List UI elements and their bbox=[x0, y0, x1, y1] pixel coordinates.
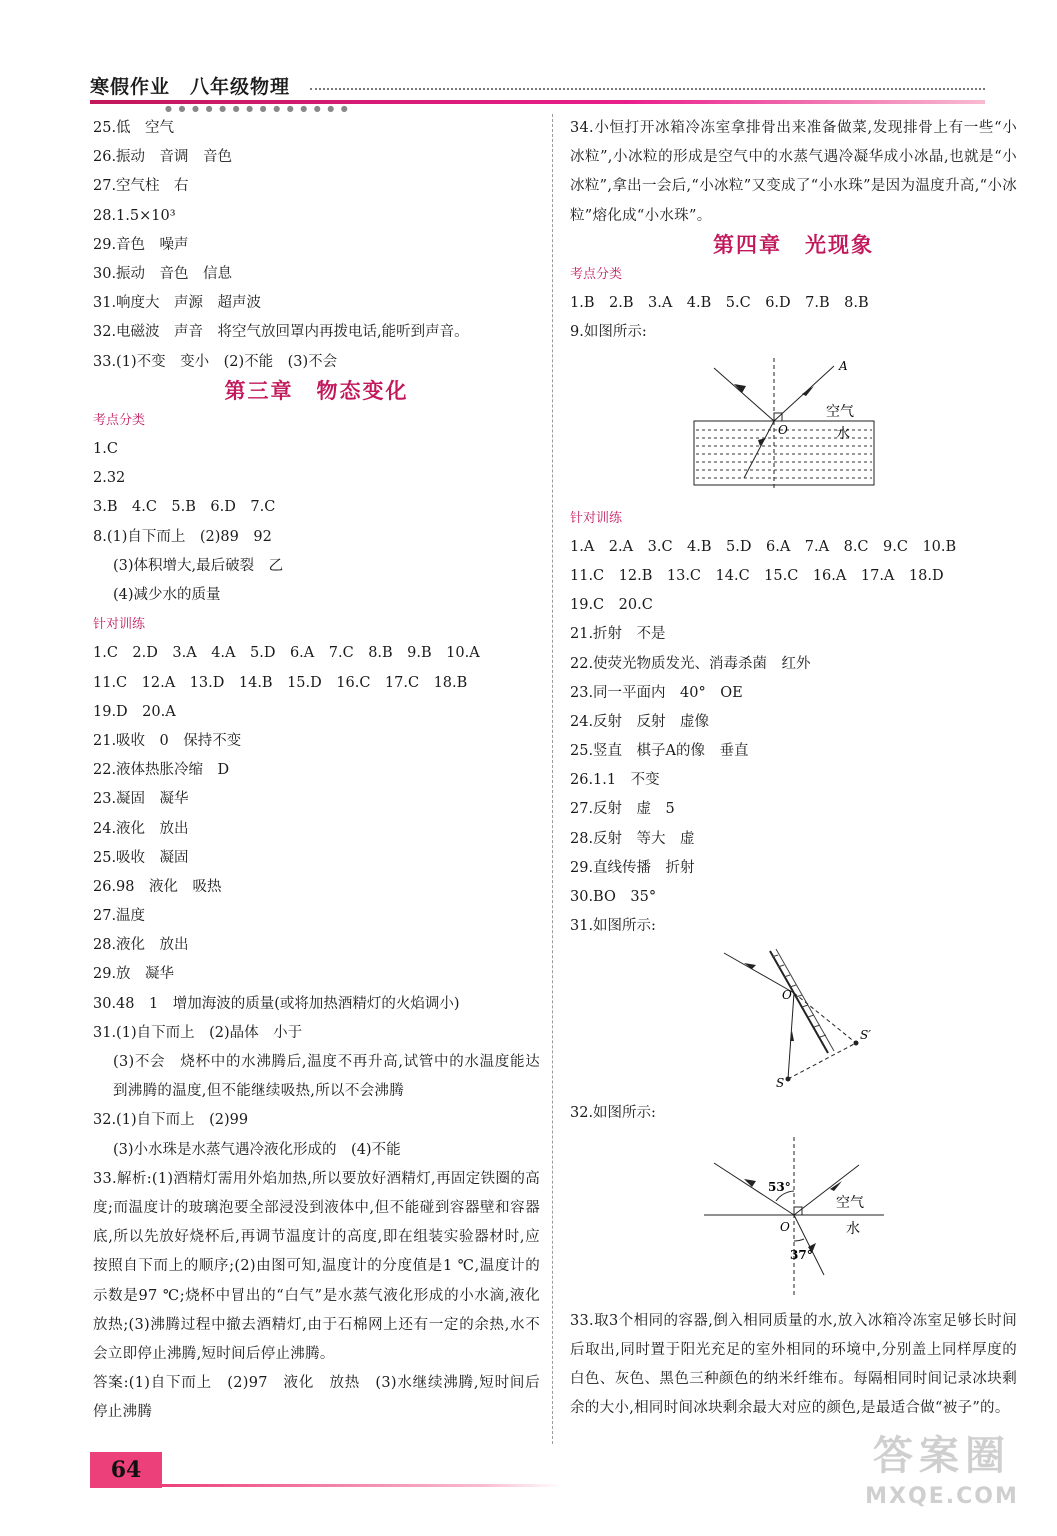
label-37: 37° bbox=[789, 1247, 813, 1262]
ray-arrow bbox=[734, 384, 746, 393]
answer-line: 24.液化 放出 bbox=[93, 820, 189, 837]
answer-line: 29.音色 噪声 bbox=[93, 236, 189, 253]
answer-line: 27.反射 虚 5 bbox=[570, 801, 675, 818]
watermark-logo bbox=[842, 1430, 1042, 1526]
answer-line: 30.BO 35° bbox=[570, 889, 657, 905]
figure-32-refraction bbox=[694, 1135, 894, 1305]
answer-line: 31.响度大 声源 超声波 bbox=[93, 295, 262, 312]
answer-line: 25.竖直 棋子A的像 垂直 bbox=[570, 743, 749, 760]
section-heading-kaodian: 考点分类 bbox=[570, 267, 623, 282]
label-water: 水 bbox=[845, 1220, 860, 1237]
answer-line: 28.1.5×10³ bbox=[93, 207, 176, 224]
answer-line: 25.吸收 凝固 bbox=[93, 849, 189, 866]
section-heading-kaodian: 考点分类 bbox=[93, 412, 146, 428]
page-number: 64 bbox=[90, 1452, 162, 1488]
chapter-4-title: 第四章 光现象 bbox=[713, 232, 874, 257]
refracted-ray bbox=[794, 1215, 824, 1275]
label-water: 水 bbox=[835, 425, 850, 442]
label-o: O bbox=[777, 422, 788, 437]
answer-line: 8.(1)自下而上 (2)89 92 bbox=[93, 528, 272, 545]
right-column bbox=[570, 114, 1017, 1423]
angle-arc bbox=[794, 1239, 804, 1241]
answer-paragraph: 答案:(1)自下而上 (2)97 液化 放热 (3)水继续沸腾,短时间后停止沸腾 bbox=[93, 1375, 540, 1421]
header-dotted-rule bbox=[310, 88, 985, 90]
answer-line: (4)减少水的质量 bbox=[113, 587, 221, 603]
answer-line: (3)体积增大,最后破裂 乙 bbox=[113, 557, 284, 574]
answer-line: 30.48 1 增加海波的质量(或将加热酒精灯的火焰调小) bbox=[93, 995, 460, 1012]
answer-line: 19.C 20.C bbox=[570, 597, 653, 614]
answer-line: (3)小水珠是水蒸气遇冷液化形成的 (4)不能 bbox=[113, 1141, 401, 1158]
header-title: 寒假作业 八年级物理 bbox=[90, 76, 291, 98]
answer-paragraph: 34.小恒打开冰箱冷冻室拿排骨出来准备做菜,发现排骨上有一些“小冰粒”,小冰粒的形成是空气中的水蒸气遇冷凝华成小冰晶,也就是“小冰粒”,拿出一会后,“小冰粒”又变成了“小水珠”是因为温度升高,“小冰粒”熔化成“小水珠”。 bbox=[570, 120, 1017, 224]
answer-line: 32.如图所示: bbox=[570, 1105, 656, 1122]
label-o: O bbox=[782, 988, 792, 1003]
answer-line: 33.(1)不变 变小 (2)不能 (3)不会 bbox=[93, 353, 338, 370]
answer-line: 11.C 12.A 13.D 14.B 15.D 16.C 17.C 18.B bbox=[93, 674, 468, 691]
answer-line: 1.A 2.A 3.C 4.B 5.D 6.A 7.A 8.C 9.C 10.B bbox=[570, 538, 957, 555]
label-air: 空气 bbox=[825, 403, 854, 420]
figure-9-refraction bbox=[674, 358, 914, 498]
section-heading-zhendui: 针对训练 bbox=[93, 617, 146, 633]
label-53: 53° bbox=[767, 1179, 791, 1194]
answer-line: 29.放 凝华 bbox=[93, 966, 175, 983]
answer-line: 19.D 20.A bbox=[93, 703, 176, 720]
section-heading-zhendui: 针对训练 bbox=[570, 510, 623, 526]
point-s bbox=[786, 1077, 791, 1082]
ray-arrow bbox=[802, 386, 814, 396]
answer-line: 32.电磁波 声音 将空气放回罩内再拨电话,能听到声音。 bbox=[93, 324, 469, 341]
answer-line: 22.使荧光物质发光、消毒杀菌 红外 bbox=[570, 655, 811, 672]
answer-paragraph: (3)不会 烧杯中的水沸腾后,温度不再升高,试管中的水温度能达到沸腾的温度,但不能继续吸热,所以不会沸腾 bbox=[113, 1054, 540, 1100]
footer-bar bbox=[162, 1484, 562, 1487]
chapter-3-title: 第三章 物态变化 bbox=[224, 378, 409, 403]
answer-line: 29.直线传播 折射 bbox=[570, 859, 695, 876]
answer-line: 26.振动 音调 音色 bbox=[93, 149, 233, 166]
figure-31-mirror bbox=[720, 945, 920, 1095]
answer-line: 1.B 2.B 3.A 4.B 5.C 6.D 7.B 8.B bbox=[570, 295, 869, 312]
point-s-prime bbox=[854, 1041, 859, 1046]
answer-line: 24.反射 反射 虚像 bbox=[570, 713, 710, 730]
answer-line: 3.B 4.C 5.B 6.D 7.C bbox=[93, 499, 276, 516]
answer-line: 1.C 2.D 3.A 4.A 5.D 6.A 7.C 8.B 9.B 10.A bbox=[93, 645, 480, 662]
answer-line: 26.98 液化 吸热 bbox=[93, 878, 222, 895]
answer-line: 28.反射 等大 虚 bbox=[570, 830, 695, 847]
answer-paragraph: 33.取3个相同的容器,倒入相同质量的水,放入冰箱冷冻室足够长时间后取出,同时置于阳光充足的室外相同的环境中,分别盖上同样厚度的白色、灰色、黑色三种颜色的纳米纤维布。每隔相同时间记录冰块剩余的大小,相同时间冰块剩余最大对应的颜色,是最适合做“被子”的。 bbox=[570, 1312, 1017, 1417]
watermark-url: MXQE.COM bbox=[865, 1484, 1019, 1509]
watermark-text: 答案圈 bbox=[873, 1433, 1011, 1479]
answer-line: 30.振动 音色 信息 bbox=[93, 265, 233, 282]
image-line bbox=[788, 1043, 856, 1079]
answer-line: 26.1.1 不变 bbox=[570, 772, 660, 789]
answer-line: 23.凝固 凝华 bbox=[93, 791, 189, 808]
answer-line: 25.低 空气 bbox=[93, 120, 175, 136]
answer-line: 1.C bbox=[93, 441, 118, 458]
label-s: S bbox=[776, 1076, 785, 1091]
answer-line: 2.32 bbox=[93, 470, 126, 487]
label-s-prime: S′ bbox=[860, 1028, 871, 1043]
answer-line: 23.同一平面内 40° OE bbox=[570, 684, 743, 701]
analysis-paragraph: 33.解析:(1)酒精灯需用外焰加热,所以要放好酒精灯,再固定铁圈的高度;而温度计的玻璃泡要全部浸没到液体中,但不能碰到容器壁和容器底,所以先放好烧杯后,再调节温度计的高度,即在组装实验器材时,应按照自下而上的顺序;(2)由图可知,温度计的分度值是1 ℃,温度计的示数是97 ℃;烧杯中冒出的“白气”是水蒸气液化形成的小水滴,液化放热;(3)沸腾过程中撤去酒精灯,由于石棉网上还有一定的余热,水不会立即停止沸腾,短时间后停止沸腾。 bbox=[93, 1170, 540, 1362]
ray-arrow bbox=[744, 1179, 756, 1187]
answer-line: 28.液化 放出 bbox=[93, 937, 189, 954]
answer-line: 27.温度 bbox=[93, 908, 146, 925]
column-divider bbox=[552, 114, 553, 1444]
answer-line: 11.C 12.B 13.C 14.C 15.C 16.A 17.A 18.D bbox=[570, 567, 944, 584]
label-air: 空气 bbox=[835, 1194, 864, 1211]
answer-line: 31.(1)自下而上 (2)晶体 小于 bbox=[93, 1024, 303, 1041]
answer-line: 21.吸收 0 保持不变 bbox=[93, 732, 242, 749]
label-o: O bbox=[779, 1219, 790, 1234]
label-a: A bbox=[838, 358, 848, 373]
header-ornament: ● ● ● ● ● ● ● ● ● ● ● ● ● ● bbox=[165, 104, 350, 113]
answer-line: 32.(1)自下而上 (2)99 bbox=[93, 1112, 249, 1129]
answer-line: 27.空气柱 右 bbox=[93, 178, 189, 195]
answer-line: 9.如图所示: bbox=[570, 324, 647, 341]
left-column bbox=[93, 114, 540, 1428]
answer-line: 31.如图所示: bbox=[570, 918, 656, 935]
answer-line: 22.液体热胀冷缩 D bbox=[93, 762, 230, 779]
answer-line: 21.折射 不是 bbox=[570, 626, 666, 643]
reflected-ray bbox=[714, 368, 774, 421]
